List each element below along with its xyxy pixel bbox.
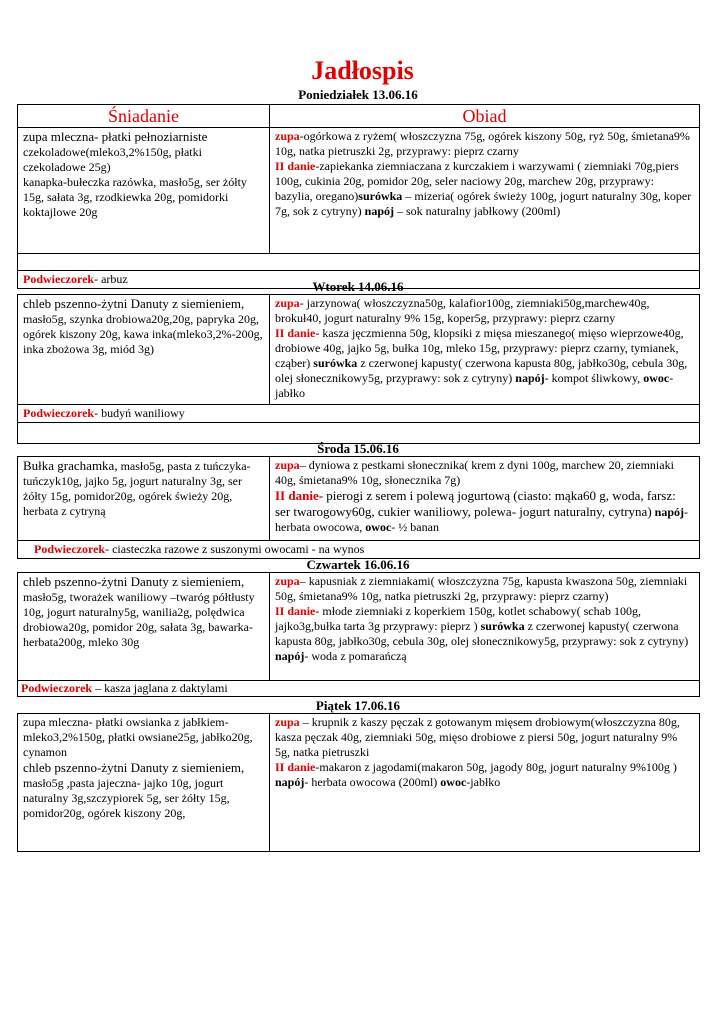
drink-text: - woda z pomarańczą xyxy=(304,649,407,663)
breakfast-line: kanapka-bułeczka razówka, masło5g, ser żółty 15g, sałata 3g, rzodkiewka 20g, pomidorki koktajlowe 20g xyxy=(23,175,247,219)
drink-text: - kompot śliwkowy, xyxy=(544,371,641,385)
breakfast-cell xyxy=(18,573,270,681)
snack-row xyxy=(18,405,700,423)
fruit-text: - jabłko xyxy=(275,371,674,400)
main-text: -zapiekanka ziemniaczana z kurczakiem i warzywami ( ziemniaki 70g,piers 100g, cukinia 20g, pomidor 20g, seler naciowy 20g, marchew 20g, przyprawy: bazylia, oregano) xyxy=(275,159,679,203)
fruit-text: -jabłko xyxy=(466,775,501,789)
main-label: II danie xyxy=(275,159,316,173)
fruit-label: owoc xyxy=(643,371,670,385)
soup-label: zupa xyxy=(275,715,300,729)
soup-label: zupa xyxy=(275,458,300,472)
breakfast-cell xyxy=(18,128,270,254)
soup-label: zupa xyxy=(275,296,300,310)
main-label: II danie xyxy=(275,326,316,340)
main-text: - młode ziemniaki z koperkiem 150g, kotlet schabowy( schab 100g, jajko3g,bułka tarta 3g przyprawy: pieprz ) xyxy=(275,604,641,633)
drink-text: – sok naturalny jabłkowy (200ml) xyxy=(394,204,561,218)
lunch-cell xyxy=(270,295,700,405)
menu-table-friday xyxy=(17,713,700,852)
breakfast-cell xyxy=(18,457,270,541)
breakfast-header: Śniadanie xyxy=(18,105,270,128)
fruit-text: - ½ banan xyxy=(391,520,439,534)
snack-text: – kasza jaglana z daktylami xyxy=(92,681,228,695)
soup-text: – dyniowa z pestkami słonecznika( krem z dyni 100g, marchew 20, ziemniaki 40g, śmietana9% 10g, słonecznika 7g) xyxy=(275,458,674,487)
fruit-label: owoc xyxy=(365,520,392,534)
menu-table-wednesday xyxy=(17,456,700,559)
soup-label: zupa xyxy=(275,129,300,143)
snack-text: - ciasteczka razowe z suszonymi owocami - na wynos xyxy=(105,542,365,556)
menu-table-tuesday xyxy=(17,294,700,444)
menu-table-monday xyxy=(17,104,700,289)
snack-text: - budyń waniliowy xyxy=(94,406,185,420)
main-text: - kasza jęczmienna 50g, klopsiki z mięsa mieszanego( mięso wieprzowe40g, drobiowe 40g, jajko 5g, bułka 10g, mleko 15g, przyprawy: pieprz czarny, tymianek, cząber) xyxy=(275,326,684,370)
snack-label: Podwieczorek xyxy=(23,272,95,286)
breakfast-line: zupa mleczna- płatki owsianka z jabłkiem- mleko3,2%150g, płatki owsiane25g, jabłko20g, cynamon xyxy=(23,715,253,759)
soup-text: - jarzynowa( włoszczyzna50g, kalafior100g, ziemniaki50g,marchew40g, brokuł40, jogurt naturalny 9% 15g, koper5g, przyprawy: pieprz czarny xyxy=(275,296,650,325)
breakfast-line: masło5g, pasta z tuńczyka- tuńczyk10g, jajko 5g, jogurt naturalny 3g, ser żółty 15g, pomidor20g, ogórek świeży 20g, herbata z cytryną xyxy=(23,459,251,518)
drink-text: - herbata owocowa (200ml) xyxy=(304,775,438,789)
breakfast-line: masło5g, tworażek waniliowy –twaróg półtłusty 10g, jogurt naturalny5g, wanilia2g, polędwica drobiowa20g, pomidor 20g, sałata 3g, bawarka-herbata200g, mleko 30g xyxy=(23,590,255,649)
lunch-cell xyxy=(270,573,700,681)
drink-text: - herbata owocowa, xyxy=(275,505,688,534)
snack-row xyxy=(18,681,700,697)
main-label: II danie xyxy=(275,760,316,774)
breakfast-line: Bułka grachamka, xyxy=(23,458,118,473)
breakfast-line: masło5g, szynka drobiowa20g,20g, papryka 20g, ogórek kiszony 20g, kawa inka(mleko3,2%-200g, inka zbożowa 3g, miód 3g) xyxy=(23,312,263,356)
lunch-header: Obiad xyxy=(270,105,700,128)
breakfast-cell xyxy=(18,295,270,405)
day-label-wednesday: Środa 15.06.16 xyxy=(317,441,399,456)
drink-label: napój xyxy=(654,505,684,519)
breakfast-line: chleb pszenno-żytni Danuty z siemieniem, xyxy=(23,574,245,589)
fruit-label: owoc xyxy=(440,775,467,789)
drink-label: napój xyxy=(515,371,545,385)
drink-label: napój xyxy=(364,204,394,218)
lunch-cell xyxy=(270,128,700,254)
lunch-cell xyxy=(270,714,700,852)
drink-label: napój xyxy=(275,649,305,663)
drink-label: napój xyxy=(275,775,305,789)
spacer-row xyxy=(18,254,700,271)
soup-text: – krupnik z kaszy pęczak z gotowanym mięsem drobiowym(włoszczyzna 80g, kasza pęczak 40g, ziemniaki 50g, mięso drobiowe z piersi 50g, jogurt naturalny 9% 5g, natka pietruszki xyxy=(275,715,680,759)
page-title: Jadłospis xyxy=(311,56,414,85)
breakfast-line: zupa mleczna- płatki pełnoziarniste xyxy=(23,129,208,144)
snack-text: - arbuz xyxy=(94,272,128,286)
main-label: II danie xyxy=(275,488,319,503)
breakfast-line: czekoladowe(mleko3,2%150g, płatki czekoladowe 25g) xyxy=(23,145,202,174)
breakfast-line: chleb pszenno-żytni Danuty z siemieniem, xyxy=(23,296,245,311)
soup-label: zupa xyxy=(275,574,300,588)
salad-text: z czerwonej kapusty( czerwona kapusta 80g, jabłko30g, cebula 30g, olej słonecznikowy5g, przyprawy: sok z cytryny) xyxy=(275,356,688,385)
main-text: -makaron z jagodami(makaron 50g, jagody 80g, jogurt naturalny 9%100g ) xyxy=(315,760,677,774)
soup-text: -ogórkowa z ryżem( włoszczyzna 75g, ogórek kiszony 50g, ryż 50g, śmietana9% 10g, natka pietruszki 2g, przyprawy: pieprz czarny xyxy=(275,129,690,158)
main-text: - pierogi z serem i polewą jogurtową (ciasto: mąka60 g, woda, farsz: ser twarogowy60g, cukier waniliowy, polewa- jogurt naturalny, cytryna) xyxy=(275,488,676,519)
breakfast-line: masło5g ,pasta jajeczna- jajko 10g, jogurt naturalny 3g,szczypiorek 5g, ser żółty 15g, pomidor20g, ogórek kiszony 20g, xyxy=(23,776,230,820)
lunch-cell xyxy=(270,457,700,541)
breakfast-cell xyxy=(18,714,270,852)
salad-text: – mizeria( ogórek świeży 100g, jogurt naturalny 30g, koper 7g, sok z cytryny) xyxy=(275,189,692,218)
salad-label: surówka xyxy=(358,189,403,203)
snack-label: Podwieczorek xyxy=(21,681,93,695)
snack-label: Podwieczorek xyxy=(34,542,106,556)
breakfast-line: chleb pszenno-żytni Danuty z siemieniem, xyxy=(23,760,245,775)
salad-label: surówka xyxy=(480,619,525,633)
day-label-monday: Poniedziałek 13.06.16 xyxy=(298,87,418,102)
day-label-friday: Piątek 17.06.16 xyxy=(315,698,401,713)
main-label: II danie xyxy=(275,604,316,618)
salad-label: surówka xyxy=(313,356,358,370)
day-label-tuesday: Wtorek 14.06.16 xyxy=(312,279,404,294)
day-label-thursday: Czwartek 16.06.16 xyxy=(306,557,410,572)
menu-table-thursday xyxy=(17,572,700,697)
snack-row xyxy=(18,541,700,559)
salad-text: z czerwonej kapusty( czerwona kapusta 80g, jabłko30g, cebula 30g, olej słonecznikowy5g, przyprawy: sok z cytryny) xyxy=(275,619,689,648)
soup-text: – kapusniak z ziemniakami( włoszczyzna 75g, kapusta kwaszona 50g, ziemniaki 50g, śmietana9% 10g, natka pietruszki 2g, przyprawy: pieprz czarny) xyxy=(275,574,688,603)
snack-label: Podwieczorek xyxy=(23,406,95,420)
